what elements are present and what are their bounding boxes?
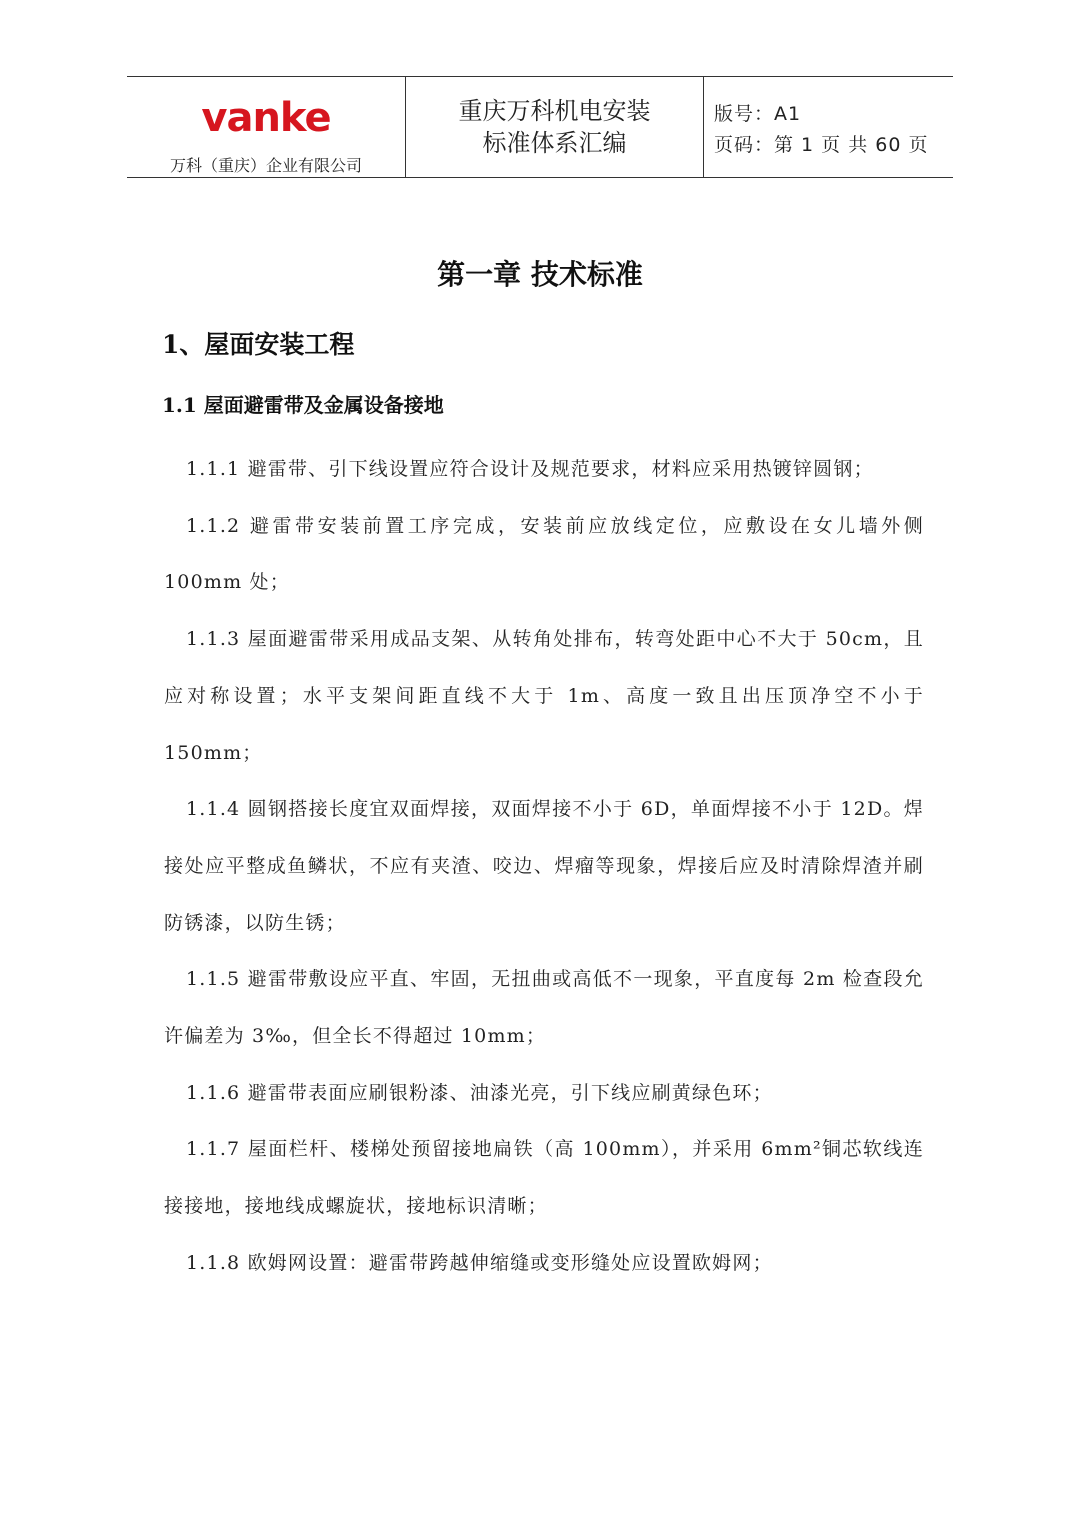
paragraph-1-1-5: 1.1.5 避雷带敷设应平直、牢固，无扭曲或高低不一现象，平直度每 2m 检查段允许偏差为 3‰，但全长不得超过 10mm； bbox=[164, 968, 924, 1048]
paragraph-1-1-2: 1.1.2 避雷带安装前置工序完成，安装前应放线定位，应敷设在女儿墙外侧 100mm 处； bbox=[164, 514, 924, 594]
section-title: 1、屋面安装工程 bbox=[162, 330, 355, 359]
paragraph-1-1-7: 1.1.7 屋面栏杆、楼梯处预留接地扁铁（高 100mm），并采用 6mm²铜芯软线连接接地，接地线成螺旋状，接地标识清晰； bbox=[164, 1138, 924, 1218]
document-title bbox=[406, 95, 703, 159]
header-meta-cell bbox=[704, 77, 953, 177]
subsection-title: 1.1 屋面避雷带及金属设备接地 bbox=[162, 393, 444, 417]
document-title-line2: 标准体系汇编 bbox=[482, 129, 627, 157]
paragraph-1-1-6: 1.1.6 避雷带表面应刷银粉漆、油漆光亮，引下线应刷黄绿色环； bbox=[186, 1081, 773, 1104]
document-header bbox=[127, 76, 953, 178]
version-number: 版号：A1 bbox=[714, 103, 802, 125]
page-number: 页码：第 1 页 共 60 页 bbox=[714, 134, 929, 156]
paragraph-1-1-8: 1.1.8 欧姆网设置：避雷带跨越伸缩缝或变形缝处应设置欧姆网； bbox=[186, 1251, 773, 1274]
vanke-logo: vanke bbox=[201, 95, 331, 141]
paragraph-1-1-3: 1.1.3 屋面避雷带采用成品支架、从转角处排布，转弯处距中心不大于 50cm，且应对称设置；水平支架间距直线不大于 1m、高度一致且出压顶净空不小于 150mm； bbox=[164, 628, 924, 764]
chapter-title: 第一章 技术标准 bbox=[437, 258, 643, 291]
paragraph-1-1-4: 1.1.4 圆钢搭接长度宜双面焊接，双面焊接不小于 6D，单面焊接不小于 12D。焊接处应平整成鱼鳞状，不应有夹渣、咬边、焊瘤等现象，焊接后应及时清除焊渣并刷防锈漆，以防生锈； bbox=[164, 798, 924, 934]
paragraph-1-1-1: 1.1.1 避雷带、引下线设置应符合设计及规范要求，材料应采用热镀锌圆钢； bbox=[186, 458, 874, 480]
company-name: 万科（重庆）企业有限公司 bbox=[169, 156, 362, 175]
document-title-line1: 重庆万科机电安装 bbox=[458, 97, 651, 125]
body-content bbox=[164, 441, 924, 1292]
header-title-cell bbox=[406, 77, 704, 177]
header-logo-cell bbox=[127, 77, 406, 177]
